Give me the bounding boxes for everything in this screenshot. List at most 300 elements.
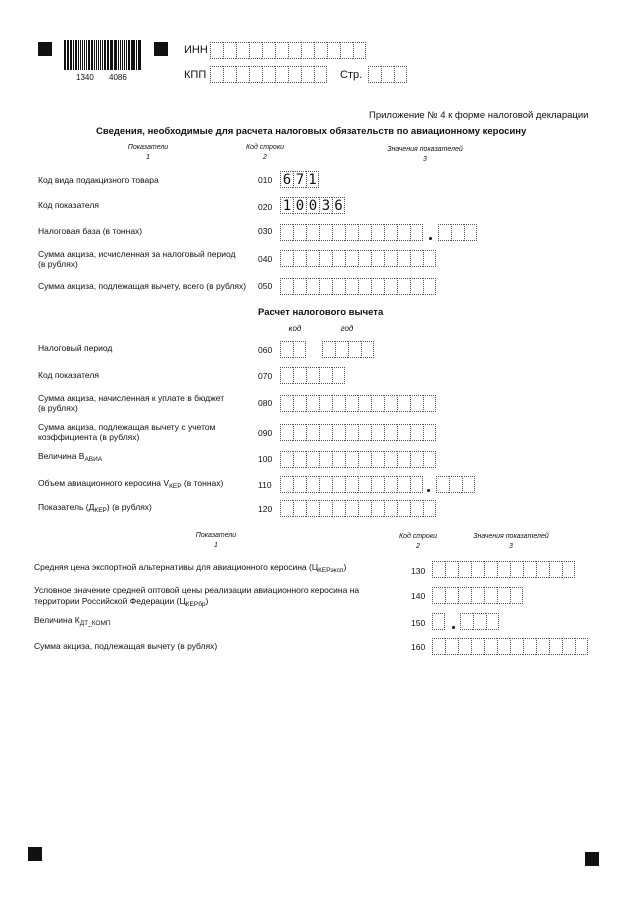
digit-cell[interactable] [332,451,345,468]
digit-cell[interactable] [306,224,319,241]
page-label: Стр. [340,69,363,81]
digit-cell[interactable] [280,476,293,493]
barcode-bar [91,40,93,70]
digit-cell[interactable] [445,638,458,655]
digit-cell[interactable] [280,278,293,295]
barcode-bar [138,40,139,70]
digit-cell[interactable] [345,451,358,468]
digit-cell[interactable] [575,638,588,655]
digit-cell[interactable] [423,395,436,412]
digit-cell[interactable] [394,66,407,83]
row-110-label-sub: КЕР [169,483,182,490]
row-100-label-sub: АВИА [84,456,103,463]
digit-cell[interactable] [236,42,249,59]
digit-cell[interactable] [449,476,462,493]
barcode-bar [67,40,68,70]
digit-cell[interactable] [306,500,319,517]
digit-cell[interactable] [280,224,293,241]
barcode-bar [94,40,95,70]
digit-cell[interactable] [368,66,381,83]
digit-cell[interactable] [484,638,497,655]
row-080-field[interactable] [280,395,436,412]
row-150-code: 150 [411,618,426,628]
barcode-bar [128,40,130,70]
row-040-field[interactable] [280,250,436,267]
row-040-code: 040 [258,254,273,264]
digit-cell[interactable] [322,341,335,358]
digit-cell[interactable] [410,224,423,241]
digit-cell[interactable] [473,613,486,630]
digit-cell[interactable] [432,613,445,630]
barcode-bar [126,40,127,70]
digit-cell[interactable] [410,250,423,267]
row-040-label-line1: Сумма акциза, исчисленная за налоговый период [38,249,236,259]
digit-cell[interactable] [288,66,301,83]
digit-cell[interactable] [384,451,397,468]
row-140-code: 140 [411,591,426,601]
appendix-note: Приложение № 4 к форме налоговой декларации [369,110,589,121]
row-020-label: Код показателя [38,200,99,210]
digit-cell[interactable] [451,224,464,241]
digit-cell[interactable] [332,395,345,412]
row-140-label-tail: ) [205,596,209,606]
digit-cell[interactable] [280,341,293,358]
barcode-bar [100,40,102,70]
barcode-number-left: 1340 [76,73,94,82]
decimal-point [427,489,430,492]
row-090-label-line1: Сумма акциза, подлежащая вычету с учетом [38,422,216,432]
digit-cell[interactable]: 3 [319,197,332,214]
barcode-bar [84,40,85,70]
row-150-field-frac[interactable] [460,613,499,630]
row-120-label-tail: ) (в рублях) [106,502,152,512]
digit-cell[interactable] [319,224,332,241]
digit-cell[interactable] [358,476,371,493]
digit-cell[interactable] [432,638,445,655]
digit-cell[interactable] [335,341,348,358]
barcode-bar [75,40,77,70]
digit-cell[interactable] [397,250,410,267]
digit-cell[interactable] [314,42,327,59]
row-020-field[interactable] [280,197,345,214]
digit-cell[interactable] [460,613,473,630]
digit-cell[interactable] [319,500,332,517]
row-130-label-sub: КЕРэксп [318,567,344,574]
row-110-label-main: Объем авиационного керосина V [38,478,170,488]
digit-cell[interactable] [306,278,319,295]
corner-marker-bottom-right [585,852,599,866]
row-030-code: 030 [258,226,273,236]
digit-cell[interactable] [410,500,423,517]
digit-cell[interactable] [384,224,397,241]
digit-cell[interactable] [345,500,358,517]
digit-cell[interactable] [445,587,458,604]
digit-cell[interactable] [432,587,445,604]
digit-cell[interactable] [275,66,288,83]
digit-cell[interactable] [353,42,366,59]
digit-cell[interactable] [397,500,410,517]
barcode-bar [108,40,109,70]
digit-cell[interactable]: 6 [332,197,345,214]
digit-cell[interactable] [423,424,436,441]
digit-cell[interactable] [436,476,449,493]
row-010-label: Код вида подакцизного товара [38,175,159,185]
digit-cell[interactable] [371,250,384,267]
t1-col1-head: Показатели [127,144,169,151]
digit-cell[interactable] [262,66,275,83]
digit-cell[interactable] [319,451,332,468]
digit-cell[interactable] [397,395,410,412]
digit-cell[interactable] [306,451,319,468]
digit-cell[interactable] [345,224,358,241]
row-150-label-main: Величина К [34,615,80,625]
digit-cell[interactable] [210,42,223,59]
row-150-field-int[interactable] [432,613,445,630]
digit-cell[interactable]: 0 [306,197,319,214]
t2-col3-head: Значения показателей [473,533,549,540]
row-100-label [38,451,102,465]
digit-cell[interactable] [384,500,397,517]
digit-cell[interactable] [423,250,436,267]
digit-cell[interactable] [371,424,384,441]
digit-cell[interactable] [332,424,345,441]
t1-col3-num: 3 [423,156,427,163]
digit-cell[interactable] [223,66,236,83]
digit-cell[interactable] [249,42,262,59]
digit-cell[interactable] [471,561,484,578]
digit-cell[interactable]: 1 [280,197,293,214]
row-100-code: 100 [258,454,273,464]
row-140-field[interactable] [432,587,523,604]
row-110-label [38,478,223,492]
digit-cell[interactable] [358,250,371,267]
digit-cell[interactable] [223,42,236,59]
digit-cell[interactable] [319,424,332,441]
digit-cell[interactable] [462,476,475,493]
digit-cell[interactable] [536,638,549,655]
t2-col2-num: 2 [416,543,420,550]
digit-cell[interactable] [486,613,499,630]
digit-cell[interactable] [410,451,423,468]
row-030-field-int[interactable] [280,224,423,241]
barcode-bar [136,40,137,70]
digit-cell[interactable] [293,224,306,241]
digit-cell[interactable] [348,341,361,358]
digit-cell[interactable] [306,424,319,441]
digit-cell[interactable] [280,451,293,468]
digit-cell[interactable] [301,42,314,59]
digit-cell[interactable] [371,500,384,517]
digit-cell[interactable] [410,424,423,441]
barcode-bar [118,40,119,70]
row-120-label [38,502,152,516]
digit-cell[interactable] [301,66,314,83]
digit-cell[interactable] [384,476,397,493]
t2-col1-head: Показатели [195,532,237,539]
digit-cell[interactable]: 7 [293,171,306,188]
digit-cell[interactable] [484,561,497,578]
row-140-label-main: территории Российской Федерации (Ц [34,596,186,606]
kpp-field[interactable] [210,66,327,83]
digit-cell[interactable] [358,278,371,295]
digit-cell[interactable] [314,66,327,83]
digit-cell[interactable] [371,451,384,468]
barcode-bar [86,40,87,70]
row-130-label-tail: ) [343,562,347,572]
row-110-label-tail: (в тоннах) [181,478,224,488]
row-090-label-line2: коэффициента (в рублях) [38,432,140,442]
digit-cell[interactable] [510,638,523,655]
digit-cell[interactable] [549,561,562,578]
digit-cell[interactable] [262,42,275,59]
digit-cell[interactable] [523,561,536,578]
digit-cell[interactable] [327,42,340,59]
row-120-field[interactable] [280,500,436,517]
row-070-code: 070 [258,371,273,381]
digit-cell[interactable] [319,395,332,412]
decimal-point [452,626,455,629]
digit-cell[interactable] [464,224,477,241]
digit-cell[interactable] [458,638,471,655]
digit-cell[interactable] [384,278,397,295]
barcode-bar [82,40,84,70]
digit-cell[interactable] [384,395,397,412]
t1-col1-num: 1 [146,154,150,161]
digit-cell[interactable] [423,500,436,517]
row-130-code: 130 [411,566,426,576]
digit-cell[interactable] [432,561,445,578]
t1-col2-num: 2 [263,154,267,161]
digit-cell[interactable] [510,561,523,578]
row-150-label [34,615,111,629]
barcode-bar [132,40,134,70]
row-160-code: 160 [411,642,426,652]
digit-cell[interactable]: 0 [293,197,306,214]
row-120-label-main: Показатель (Д [38,502,95,512]
row-100-field[interactable] [280,451,436,468]
row-060-code: 060 [258,345,273,355]
row-050-label: Сумма акциза, подлежащая вычету, всего (в рублях) [38,281,247,291]
digit-cell[interactable] [306,250,319,267]
digit-cell[interactable] [358,500,371,517]
digit-cell[interactable] [332,500,345,517]
row-010-field[interactable] [280,171,319,188]
digit-cell[interactable] [397,424,410,441]
digit-cell[interactable] [423,451,436,468]
barcode-bar [104,40,106,70]
row-080-code: 080 [258,398,273,408]
digit-cell[interactable] [332,250,345,267]
digit-cell[interactable] [471,638,484,655]
digit-cell[interactable]: 1 [306,171,319,188]
digit-cell[interactable] [371,395,384,412]
row-110-field-int[interactable] [280,476,423,493]
t1-col3-head: Значения показателей [387,146,463,153]
barcode-bar [68,40,69,70]
digit-cell[interactable] [549,638,562,655]
digit-cell[interactable] [275,42,288,59]
digit-cell[interactable] [332,278,345,295]
digit-cell[interactable] [340,42,353,59]
digit-cell[interactable] [345,424,358,441]
digit-cell[interactable] [458,587,471,604]
digit-cell[interactable] [361,341,374,358]
digit-cell[interactable] [293,395,306,412]
row-050-field[interactable] [280,278,436,295]
digit-cell[interactable] [293,367,306,384]
digit-cell[interactable] [319,250,332,267]
digit-cell[interactable] [445,561,458,578]
digit-cell[interactable] [497,561,510,578]
digit-cell[interactable] [438,224,451,241]
barcode-bar [115,40,117,70]
barcode-bar [102,40,103,70]
row-070-label: Код показателя [38,370,99,380]
digit-cell[interactable] [536,561,549,578]
row-120-label-sub: КЕР [94,507,107,514]
barcode-bar [64,40,66,70]
t1-col2-head: Код строки [245,144,285,151]
digit-cell[interactable] [484,587,497,604]
digit-cell[interactable] [319,367,332,384]
digit-cell[interactable] [319,476,332,493]
digit-cell[interactable] [293,278,306,295]
barcode-number-right: 4086 [109,73,127,82]
row-100-label-main: Величина В [38,451,85,461]
corner-marker-bottom-left [28,847,42,861]
barcode-bar [80,40,81,70]
digit-cell[interactable] [371,476,384,493]
t2-col2-head: Код строки [398,533,438,540]
digit-cell[interactable] [280,395,293,412]
digit-cell[interactable] [293,424,306,441]
row-140-label-line2 [34,596,208,610]
row-030-field-frac[interactable] [438,224,477,241]
row-110-field-frac[interactable] [436,476,475,493]
digit-cell[interactable] [288,42,301,59]
digit-cell[interactable] [358,224,371,241]
digit-cell[interactable] [562,638,575,655]
barcode-bar [124,40,125,70]
digit-cell[interactable] [210,66,223,83]
row-130-label-main: Средняя цена экспортной альтернативы для авиационного керосина (Ц [34,562,319,572]
digit-cell[interactable] [410,476,423,493]
barcode-bar [73,40,74,70]
kpp-label: КПП [184,69,207,81]
digit-cell[interactable] [423,278,436,295]
row-160-field[interactable] [432,638,588,655]
digit-cell[interactable] [410,395,423,412]
digit-cell[interactable] [497,587,510,604]
digit-cell[interactable] [345,395,358,412]
digit-cell[interactable] [458,561,471,578]
digit-cell[interactable] [332,476,345,493]
digit-cell[interactable] [345,476,358,493]
section2-col-year: год [340,324,354,333]
barcode [64,40,142,70]
digit-cell[interactable] [345,278,358,295]
corner-marker-top-right [154,42,168,56]
row-070-field[interactable] [280,367,345,384]
digit-cell[interactable] [319,278,332,295]
digit-cell[interactable] [293,250,306,267]
digit-cell[interactable] [306,367,319,384]
row-060-label: Налоговый период [38,343,113,353]
digit-cell[interactable] [332,367,345,384]
digit-cell[interactable] [371,278,384,295]
digit-cell[interactable] [358,395,371,412]
digit-cell[interactable] [280,250,293,267]
digit-cell[interactable] [397,451,410,468]
digit-cell[interactable] [280,500,293,517]
digit-cell[interactable] [397,476,410,493]
row-140-label-line1: Условное значение средней оптовой цены реализации авиационного керосина на [34,585,360,595]
decimal-point [429,237,432,240]
digit-cell[interactable] [510,587,523,604]
barcode-bar [96,40,97,70]
barcode-bar [98,40,99,70]
digit-cell[interactable] [384,424,397,441]
barcode-bar [122,40,124,70]
row-110-code: 110 [258,480,272,490]
digit-cell[interactable] [371,224,384,241]
digit-cell[interactable] [293,476,306,493]
row-130-field[interactable] [432,561,575,578]
barcode-bar [139,40,141,70]
digit-cell[interactable] [410,278,423,295]
row-080-label-line2: (в рублях) [38,403,78,413]
row-140-label-sub: КЕРбр [185,601,206,608]
row-060-period-code[interactable] [280,341,306,358]
digit-cell[interactable] [249,66,262,83]
digit-cell[interactable] [358,424,371,441]
digit-cell[interactable] [332,224,345,241]
digit-cell[interactable] [384,250,397,267]
digit-cell[interactable] [397,224,410,241]
row-040-label-line2: (в рублях) [38,259,78,269]
digit-cell[interactable] [497,638,510,655]
t2-col1-num: 1 [214,542,218,549]
digit-cell[interactable] [562,561,575,578]
digit-cell[interactable] [358,451,371,468]
digit-cell[interactable] [381,66,394,83]
digit-cell[interactable] [293,500,306,517]
digit-cell[interactable] [306,395,319,412]
row-090-field[interactable] [280,424,436,441]
form-title: Сведения, необходимые для расчета налоговых обязательств по авиационному керосину [96,126,527,137]
digit-cell[interactable] [306,476,319,493]
barcode-bar [88,40,90,70]
digit-cell[interactable] [280,424,293,441]
inn-field[interactable] [210,42,366,59]
digit-cell[interactable] [523,638,536,655]
digit-cell[interactable]: 6 [280,171,293,188]
row-090-code: 090 [258,428,273,438]
row-060-period-year[interactable] [322,341,374,358]
digit-cell[interactable] [345,250,358,267]
row-150-label-sub: ДТ_КОМП [79,620,111,627]
row-030-label: Налоговая база (в тоннах) [38,226,143,236]
digit-cell[interactable] [293,451,306,468]
digit-cell[interactable] [293,341,306,358]
digit-cell[interactable] [280,367,293,384]
row-050-code: 050 [258,281,273,291]
digit-cell[interactable] [397,278,410,295]
digit-cell[interactable] [471,587,484,604]
page-field[interactable] [368,66,407,83]
row-020-code: 020 [258,202,273,212]
digit-cell[interactable] [236,66,249,83]
